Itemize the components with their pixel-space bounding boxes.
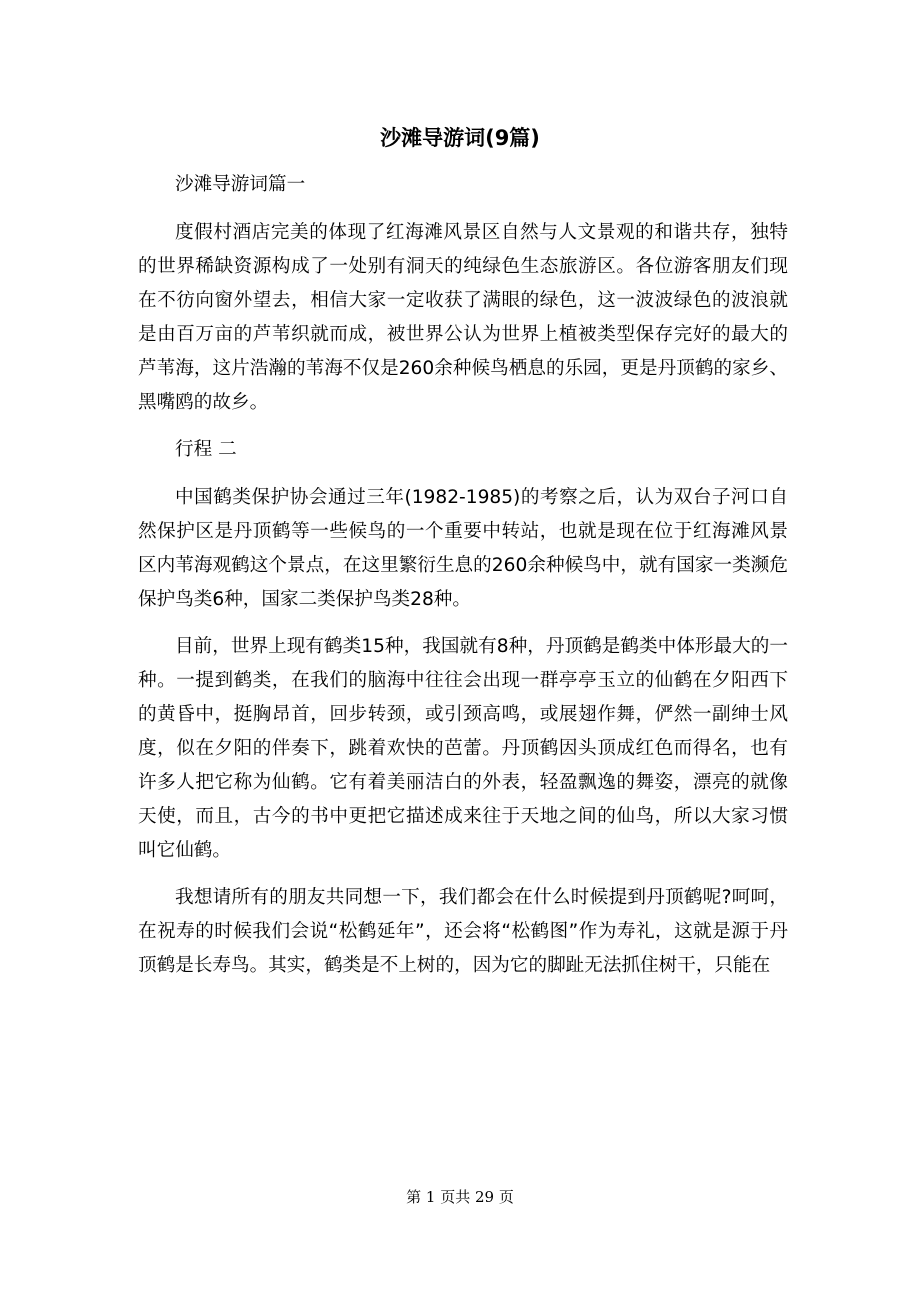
paragraph-4: 我想请所有的朋友共同想一下，我们都会在什么时候提到丹顶鹤呢?呵呵，在祝寿的时候我们会说“松鹤延年”，还会将“松鹤图”作为寿礼，这就是源于丹顶鹤是长寿鸟。其实，鹤类是不上树的，因为它的脚趾无法抓住树干，只能在 xyxy=(138,887,788,976)
document-title: 沙滩导游词(9篇) xyxy=(380,126,540,150)
document-body xyxy=(138,168,788,996)
paragraph-1: 度假村酒店完美的体现了红海滩风景区自然与人文景观的和谐共存，独特的世界稀缺资源构成了一处别有洞天的纯绿色生态旅游区。各位游客朋友们现在不彷向窗外望去，相信大家一定收获了满眼的绿色，这一波波绿色的波浪就是由百万亩的芦苇织就而成，被世界公认为世界上植被类型保存完好的最大的芦苇海，这片浩瀚的苇海不仅是260余种候鸟栖息的乐园，更是丹顶鹤的家乡、黑嘴鸥的故乡。 xyxy=(138,222,788,413)
page-number-footer: 第 1 页共 29 页 xyxy=(406,1188,514,1206)
paragraph-3: 目前，世界上现有鹤类15种，我国就有8种，丹顶鹤是鹤类中体形最大的一种。一提到鹤类，在我们的脑海中往往会出现一群亭亭玉立的仙鹤在夕阳西下的黄昏中，挺胸昂首，回步转颈，或引颈高鸣，或展翅作舞，俨然一副绅士风度，似在夕阳的伴奏下，跳着欢快的芭蕾。丹顶鹤因头顶成红色而得名，也有许多人把它称为仙鹤。它有着美丽洁白的外表，轻盈飘逸的舞姿，漂亮的就像天使，而且，古今的书中更把它描述成来往于天地之间的仙鸟，所以大家习惯叫它仙鹤。 xyxy=(138,636,788,861)
section-heading-1: 沙滩导游词篇一 xyxy=(175,174,306,195)
paragraph-2: 中国鹤类保护协会通过三年(1982-1985)的考察之后，认为双台子河口自然保护区是丹顶鹤等一些候鸟的一个重要中转站，也就是现在位于红海滩风景区内苇海观鹤这个景点，在这里繁衍生息的260余种候鸟中，就有国家一类濒危保护鸟类6种，国家二类保护鸟类28种。 xyxy=(138,487,788,610)
section-heading-2: 行程 二 xyxy=(175,439,237,460)
